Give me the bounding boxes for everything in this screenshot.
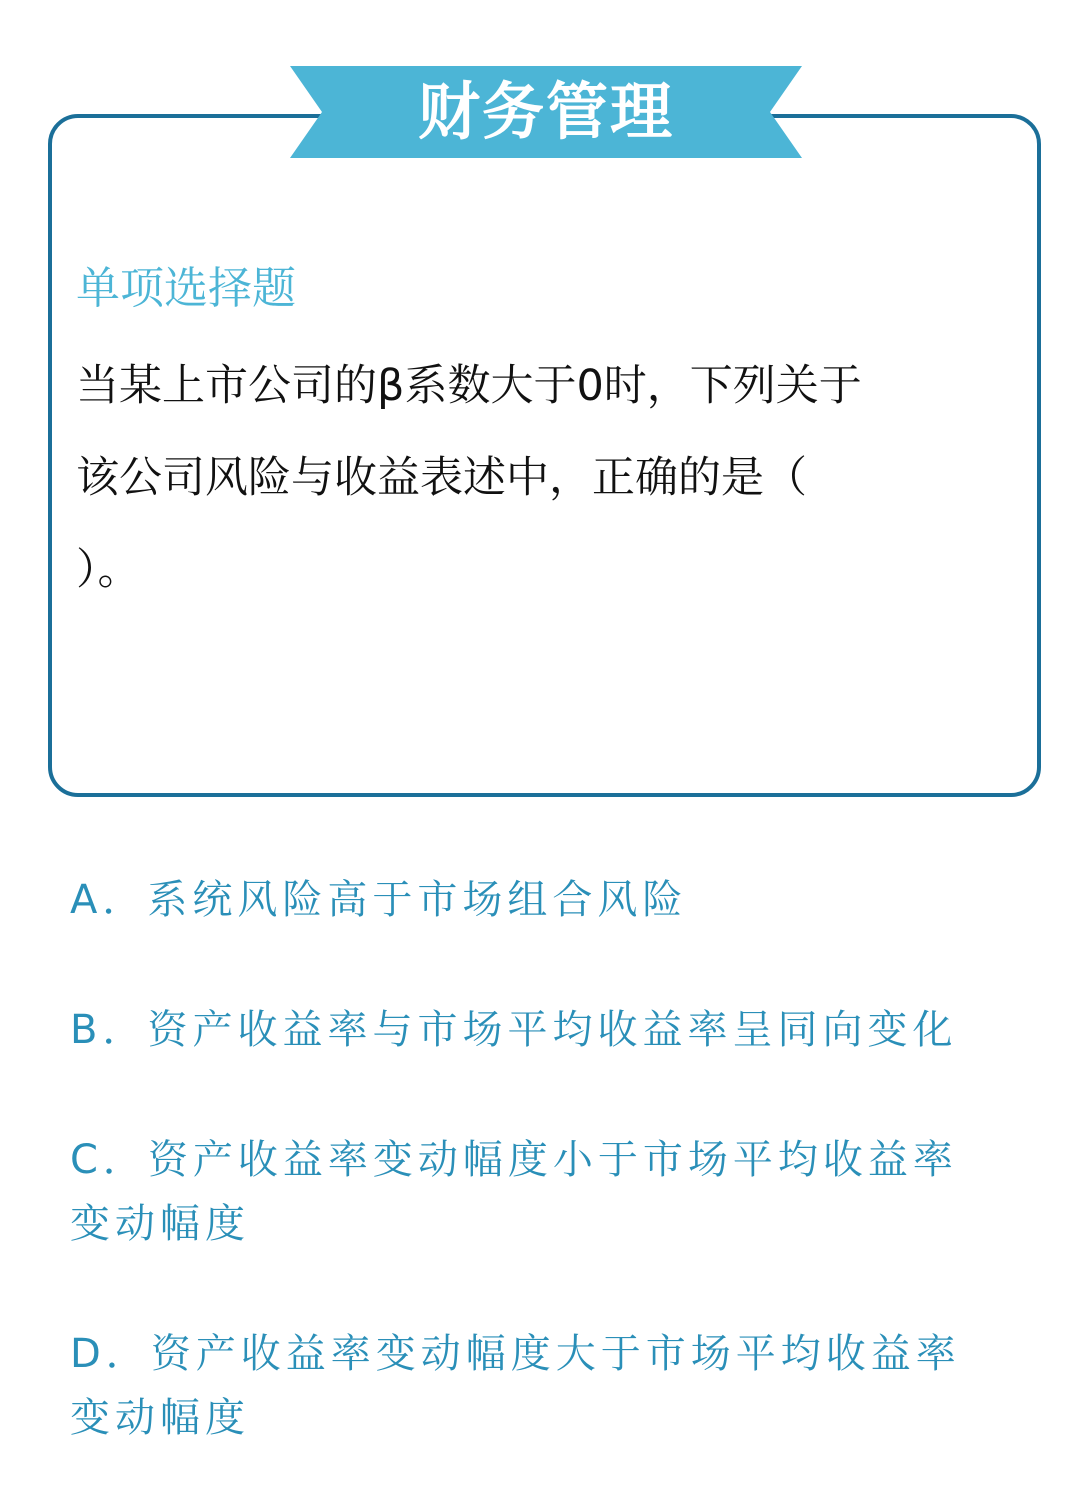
- question-line: 该公司风险与收益表述中，正确的是（: [76, 453, 807, 503]
- header-banner: [290, 66, 802, 158]
- option-text-continued: 变动幅度: [70, 1201, 250, 1247]
- option-letter: D．: [70, 1331, 151, 1377]
- page-title: 财务管理: [417, 75, 674, 148]
- option-text-continued: 变动幅度: [70, 1395, 250, 1441]
- question-line: ）。: [76, 545, 141, 595]
- option-letter: B．: [70, 1007, 148, 1053]
- option-letter: C．: [70, 1137, 148, 1183]
- option-a[interactable]: [70, 868, 1030, 932]
- option-c[interactable]: [70, 1128, 1030, 1256]
- option-text: 系统风险高于市场组合风险: [147, 877, 688, 923]
- option-text: 资产收益率变动幅度大于市场平均收益率: [150, 1331, 961, 1377]
- option-b[interactable]: [70, 998, 1030, 1062]
- option-text: 资产收益率变动幅度小于市场平均收益率: [147, 1137, 958, 1183]
- option-text: 资产收益率与市场平均收益率呈同向变化: [147, 1007, 958, 1053]
- question-line: 当某上市公司的β系数大于0时，下列关于: [76, 361, 862, 411]
- question-type-label: 单项选择题: [76, 263, 296, 314]
- option-letter: A．: [70, 877, 148, 923]
- question-text: [76, 340, 996, 616]
- option-d[interactable]: [70, 1322, 1030, 1450]
